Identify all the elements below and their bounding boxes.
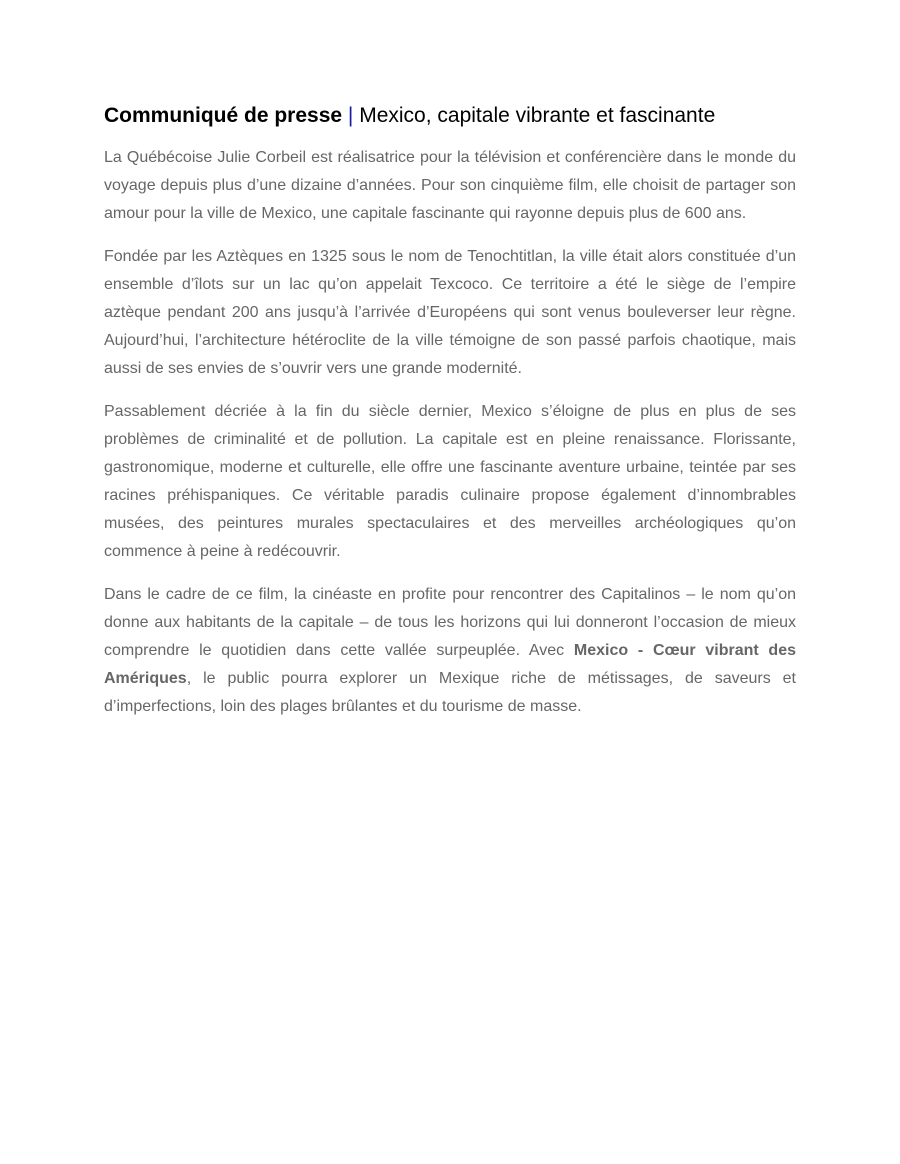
paragraph-film-text-before: Dans le cadre de ce film, la cinéaste en profite pour rencontrer des Capitalinos – le nom qu’on donne aux habitants de la capitale – de tous les horizons qui lui donneront l’occasion de mieux comprendre le quotidien dans cette vallée surpeuplée. Avec	[104, 586, 796, 659]
press-release-document	[104, 100, 796, 736]
title-subtitle: Mexico, capitale vibrante et fascinante	[359, 104, 716, 127]
title-lead: Communiqué de presse	[104, 104, 343, 127]
film-title: Mexico - Cœur vibrant des Amériques	[104, 642, 797, 687]
paragraph-intro: La Québécoise Julie Corbeil est réalisatrice pour la télévision et conférencière dans le monde du voyage depuis plus d’une dizaine d’années. Pour son cinquième film, elle choisit de partager son amour pour la ville de Mexico, une capitale fascinante qui rayonne depuis plus de 600 ans.	[104, 149, 796, 222]
press-release-title	[104, 100, 796, 132]
title-separator: |	[347, 104, 354, 127]
paragraph-history: Fondée par les Aztèques en 1325 sous le nom de Tenochtitlan, la ville était alors constituée d’un ensemble d’îlots sur un lac qu’on appelait Texcoco. Ce territoire a été le siège de l’empire aztèque pendant 200 ans jusqu’à l’arrivée d’Européens qui sont venus bouleverser leur règne. Aujourd’hui, l’architecture hétéroclite de la ville témoigne de son passé parfois chaotique, mais aussi de ses envies de s’ouvrir vers une grande modernité.	[104, 248, 796, 377]
paragraph-film	[104, 581, 796, 721]
paragraph-renaissance: Passablement décriée à la fin du siècle dernier, Mexico s’éloigne de plus en plus de ses problèmes de criminalité et de pollution. La capitale est en pleine renaissance. Florissante, gastronomique, moderne et culturelle, elle offre une fascinante aventure urbaine, teintée par ses racines préhispaniques. Ce véritable paradis culinaire propose également d’innombrables musées, des peintures murales spectaculaires et des merveilles archéologiques qu’on commence à peine à redécouvrir.	[104, 403, 796, 560]
paragraph-film-text-after: , le public pourra explorer un Mexique riche de métissages, de saveurs et d’imperfections, loin des plages brûlantes et du tourisme de masse.	[104, 670, 796, 715]
